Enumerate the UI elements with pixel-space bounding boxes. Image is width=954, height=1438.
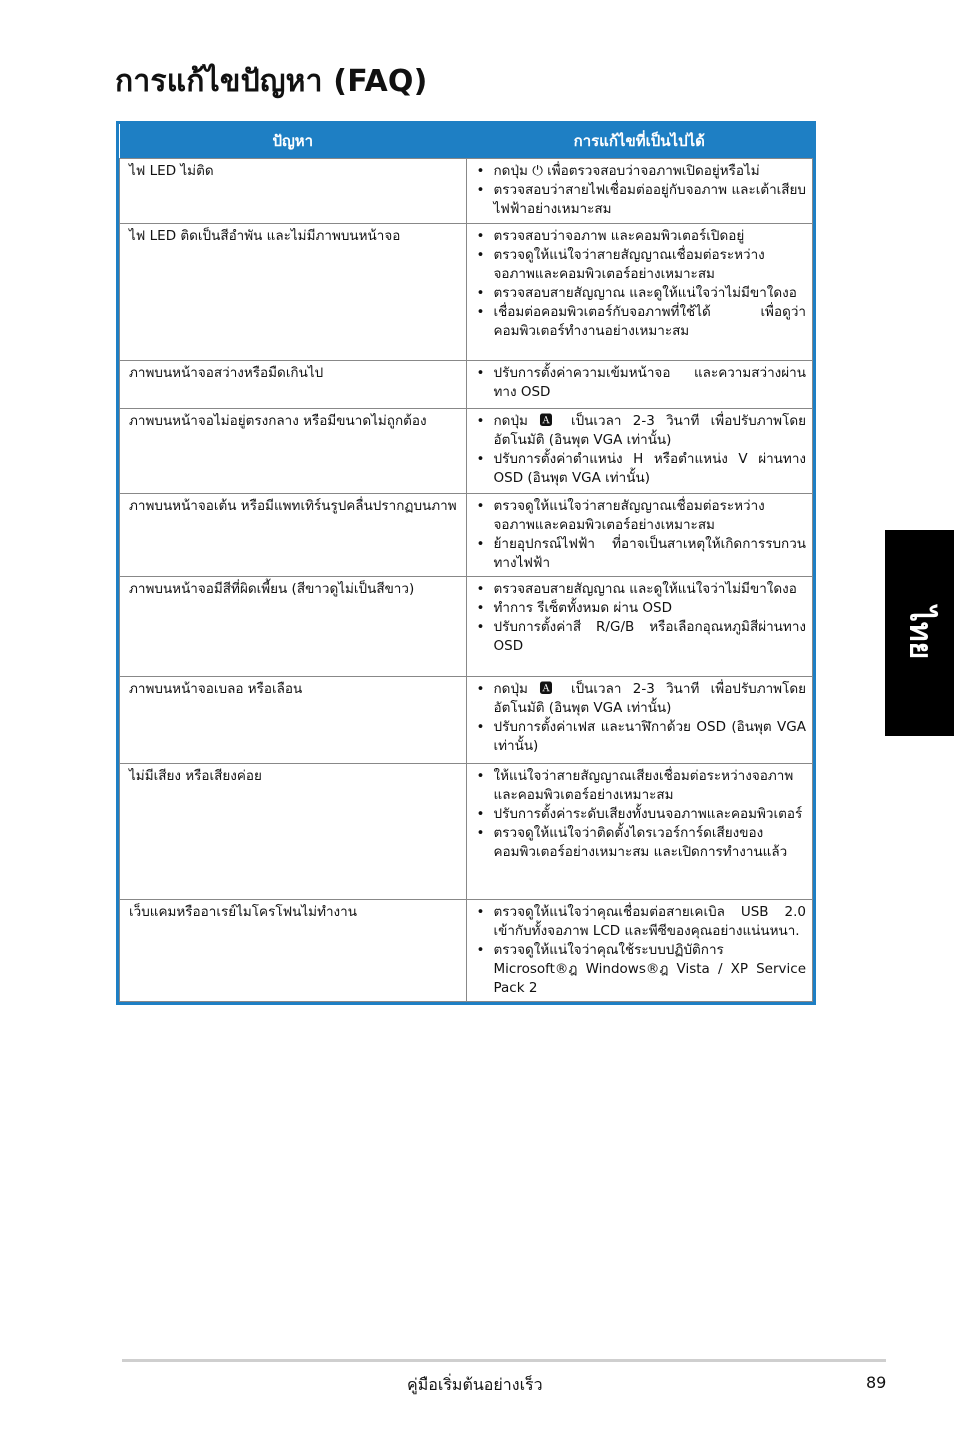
solution-item: • ตรวจดูให้แน่ใจว่าสายสัญญาณเชื่อมต่อระหว่างจอภาพและคอมพิวเตอร์อย่างเหมาะสม: [494, 246, 807, 284]
solution-item: • ปรับการตั้งค่าความเข้มหน้าจอ และความสว่างผ่านทาง OSD: [494, 364, 807, 402]
solution-item: • ปรับการตั้งค่าตำแหน่ง H หรือตำแหน่ง V ผ่านทาง OSD (อินพุต VGA เท่านั้น): [494, 450, 807, 488]
footer-title: คู่มือเริ่มต้นอย่างเร็ว: [407, 1375, 543, 1394]
solution-cell: [466, 764, 813, 900]
solution-cell: [466, 409, 813, 494]
solution-list: [476, 903, 807, 998]
problem-cell: ภาพบนหน้าจอเต้น หรือมีแพทเทิร์นรูปคลื่นปรากฏบนภาพ: [120, 494, 467, 577]
table-body: [120, 159, 813, 1002]
solution-item: • ตรวจสอบสายสัญญาณ และดูให้แน่ใจว่าไม่มีขาใดงอ: [494, 580, 807, 599]
solution-list: [476, 580, 807, 656]
solution-item: • ตรวจสอบสายสัญญาณ และดูให้แน่ใจว่าไม่มีขาใดงอ: [494, 284, 807, 303]
solution-item: • ตรวจดูให้แน่ใจว่าสายสัญญาณเชื่อมต่อระหว่างจอภาพและคอมพิวเตอร์อย่างเหมาะสม: [494, 497, 807, 535]
solution-item: • ตรวจสอบว่าจอภาพ และคอมพิวเตอร์เปิดอยู่: [494, 227, 807, 246]
solution-item: • เชื่อมต่อคอมพิวเตอร์กับจอภาพที่ใช้ได้ เพื่อดูว่าคอมพิวเตอร์ทำงานอย่างเหมาะสม: [494, 303, 807, 341]
solution-item: • ตรวจดูให้แน่ใจว่าคุณเชื่อมต่อสายเคเบิล USB 2.0 เข้ากับทั้งจอภาพ LCD และพีซีของคุณอย่างแน่นหนา.: [494, 903, 807, 941]
solution-item: • ตรวจดูให้แน่ใจว่าติดตั้งไดรเวอร์การ์ดเสียงของคอมพิวเตอร์อย่างเหมาะสม และเปิดการทำงานแล้ว: [494, 824, 807, 862]
solution-item: • ตรวจสอบว่าสายไฟเชื่อมต่ออยู่กับจอภาพ และเต้าเสียบไฟฟ้าอย่างเหมาะสม: [494, 181, 807, 219]
problem-cell: ไม่มีเสียง หรือเสียงค่อย: [120, 764, 467, 900]
solution-list: [476, 162, 807, 219]
solution-item: • ปรับการตั้งค่าเฟส และนาฬิกาด้วย OSD (อินพุต VGA เท่านั้น): [494, 718, 807, 756]
solution-item: • ปรับการตั้งค่าสี R/G/B หรือเลือกอุณหภูมิสีผ่านทาง OSD: [494, 618, 807, 656]
solution-item: • ปรับการตั้งค่าระดับเสียงทั้งบนจอภาพและคอมพิวเตอร์: [494, 805, 807, 824]
solution-item: • ให้แน่ใจว่าสายสัญญาณเสียงเชื่อมต่อระหว่างจอภาพและคอมพิวเตอร์อย่างเหมาะสม: [494, 767, 807, 805]
solution-list: [476, 227, 807, 341]
language-tab-label: ไทย: [902, 606, 937, 660]
table-row: [120, 409, 813, 494]
problem-cell: ไฟ LED ไม่ติด: [120, 159, 467, 224]
table-row: [120, 764, 813, 900]
solution-list: [476, 680, 807, 756]
solution-item: • กดปุ่ม ⏻ เพื่อตรวจสอบว่าจอภาพเปิดอยู่หรือไม่: [494, 162, 807, 181]
solution-cell: [466, 900, 813, 1002]
problem-cell: ภาพบนหน้าจอสว่างหรือมืดเกินไป: [120, 361, 467, 409]
solution-list: [476, 497, 807, 573]
solution-item: • กดปุ่ม 🅰 เป็นเวลา 2-3 วินาที เพื่อปรับภาพโดยอัตโนมัติ (อินพุต VGA เท่านั้น): [494, 680, 807, 718]
solution-item: • ย้ายอุปกรณ์ไฟฟ้า ที่อาจเป็นสาเหตุให้เกิดการรบกวนทางไฟฟ้า: [494, 535, 807, 573]
header-problem: ปัญหา: [120, 124, 467, 159]
table-row: [120, 224, 813, 361]
header-solution: การแก้ไขที่เป็นไปได้: [466, 124, 813, 159]
page-number: 89: [866, 1373, 887, 1392]
solution-list: [476, 364, 807, 402]
problem-cell: ภาพบนหน้าจอเบลอ หรือเลือน: [120, 677, 467, 764]
page-title: การแก้ไขปัญหา (FAQ): [115, 64, 428, 99]
solution-cell: [466, 494, 813, 577]
table-row: [120, 159, 813, 224]
solution-item: • กดปุ่ม 🅰 เป็นเวลา 2-3 วินาที เพื่อปรับภาพโดยอัตโนมัติ (อินพุต VGA เท่านั้น): [494, 412, 807, 450]
solution-list: [476, 767, 807, 862]
solution-cell: [466, 361, 813, 409]
table-row: [120, 361, 813, 409]
language-tab: [885, 530, 954, 736]
table-row: [120, 677, 813, 764]
table-row: [120, 900, 813, 1002]
solution-item: • ทำการ รีเซ็ตทั้งหมด ผ่าน OSD: [494, 599, 807, 618]
solution-cell: [466, 577, 813, 677]
faq-grid: [119, 124, 813, 1002]
problem-cell: ไฟ LED ติดเป็นสีอำพัน และไม่มีภาพบนหน้าจอ: [120, 224, 467, 361]
solution-item: • ตรวจดูให้แน่ใจว่าคุณใช้ระบบปฏิบัติการ Microsoft®ฎ Windows®ฎ Vista / XP Service Pack 2: [494, 941, 807, 998]
footer-divider: [122, 1359, 886, 1362]
solution-list: [476, 412, 807, 488]
problem-cell: ภาพบนหน้าจอมีสีที่ผิดเพี้ยน (สีขาวดูไม่เป็นสีขาว): [120, 577, 467, 677]
faq-table: [116, 121, 816, 1005]
table-row: [120, 577, 813, 677]
solution-cell: [466, 224, 813, 361]
table-header-row: [120, 124, 813, 159]
problem-cell: เว็บแคมหรืออาเรย์ไมโครโฟนไม่ทำงาน: [120, 900, 467, 1002]
solution-cell: [466, 677, 813, 764]
solution-cell: [466, 159, 813, 224]
table-row: [120, 494, 813, 577]
problem-cell: ภาพบนหน้าจอไม่อยู่ตรงกลาง หรือมีขนาดไม่ถูกต้อง: [120, 409, 467, 494]
